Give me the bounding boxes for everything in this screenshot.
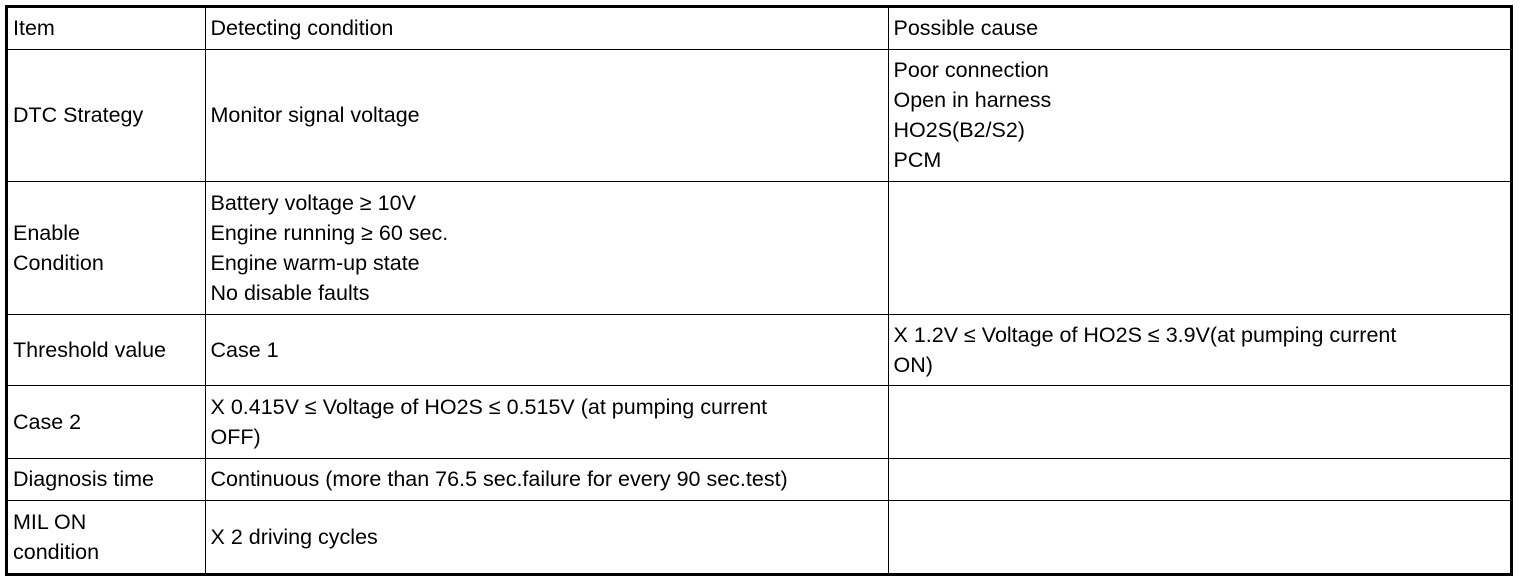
table-row-dtc-strategy <box>8 49 1510 181</box>
table-row-threshold-value <box>8 314 1510 385</box>
row-condition: Battery voltage ≥ 10V Engine running ≥ 60 sec. Engine warm-up state No disable faults <box>205 181 888 314</box>
row-condition: Continuous (more than 76.5 sec.failure for every 90 sec.test) <box>205 458 888 500</box>
table-header-row <box>8 8 1510 49</box>
row-cause <box>888 385 1510 458</box>
dtc-spec-table <box>8 8 1510 573</box>
table-row-enable-condition <box>8 181 1510 314</box>
row-condition: Case 1 <box>205 314 888 385</box>
row-cause <box>888 181 1510 314</box>
header-detecting-condition: Detecting condition <box>205 8 888 49</box>
row-item: Enable Condition <box>8 181 205 314</box>
header-item: Item <box>8 8 205 49</box>
row-cause <box>888 500 1510 573</box>
row-item: Case 2 <box>8 385 205 458</box>
table-row-diagnosis-time <box>8 458 1510 500</box>
row-item: DTC Strategy <box>8 49 205 181</box>
table-row-case-2 <box>8 385 1510 458</box>
row-item: Threshold value <box>8 314 205 385</box>
row-item: MIL ON condition <box>8 500 205 573</box>
row-condition: Monitor signal voltage <box>205 49 888 181</box>
table-row-mil-on-condition <box>8 500 1510 573</box>
row-cause: Poor connection Open in harness HO2S(B2/S2) PCM <box>888 49 1510 181</box>
row-condition: X 0.415V ≤ Voltage of HO2S ≤ 0.515V (at pumping current OFF) <box>205 385 888 458</box>
row-condition: X 2 driving cycles <box>205 500 888 573</box>
dtc-spec-sheet <box>5 5 1513 576</box>
row-item: Diagnosis time <box>8 458 205 500</box>
row-cause: X 1.2V ≤ Voltage of HO2S ≤ 3.9V(at pumping current ON) <box>888 314 1510 385</box>
header-possible-cause: Possible cause <box>888 8 1510 49</box>
row-cause <box>888 458 1510 500</box>
